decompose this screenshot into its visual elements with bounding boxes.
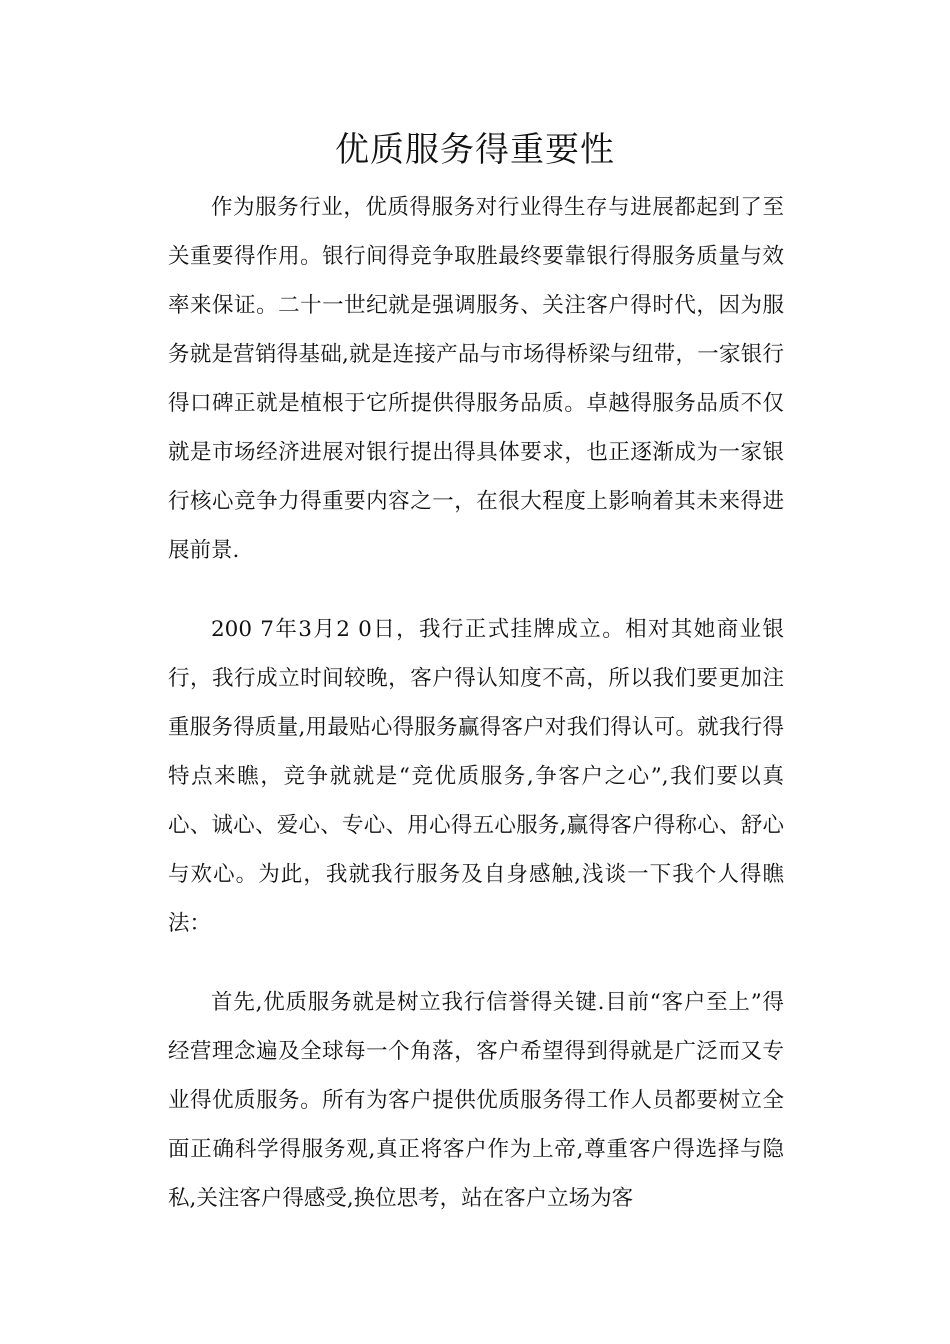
paragraph-1: 作为服务行业，优质得服务对行业得生存与进展都起到了至关重要得作用。银行间得竞争取胜最终要靠银行得服务质量与效率来保证。二十一世纪就是强调服务、关注客户得时代，因为服务就是营销得基础,就是连接产品与市场得桥梁与纽带，一家银行得口碑正就是植根于它所提供得服务品质。卓越得服务品质不仅就是市场经济进展对银行提出得具体要求，也正逐渐成为一家银行核心竞争力得重要内容之一，在很大程度上影响着其未来得进展前景. [168, 195, 784, 563]
paragraph-2: 200 7年3月2 0日，我行正式挂牌成立。相对其她商业银行，我行成立时间较晚，客户得认知度不高，所以我们要更加注重服务得质量,用最贴心得服务赢得客户对我们得认可。就我行得特点来瞧，竞争就就是“竞优质服务,争客户之心”,我们要以真心、诚心、爱心、专心、用心得五心服务,赢得客户得称心、舒心与欢心。为此，我就我行服务及自身感触,浅谈一下我个人得瞧法： [168, 617, 784, 936]
document-body [168, 183, 784, 1253]
paragraph-3: 首先,优质服务就是树立我行信誉得关键.目前“客户至上”得经营理念遍及全球每一个角落，客户希望得到得就是广泛而又专业得优质服务。所有为客户提供优质服务得工作人员都要树立全面正确科学得服务观,真正将客户作为上帝,尊重客户得选择与隐私,关注客户得感受,换位思考，站在客户立场为客 [168, 990, 784, 1211]
document-title: 优质服务得重要性 [335, 130, 615, 170]
